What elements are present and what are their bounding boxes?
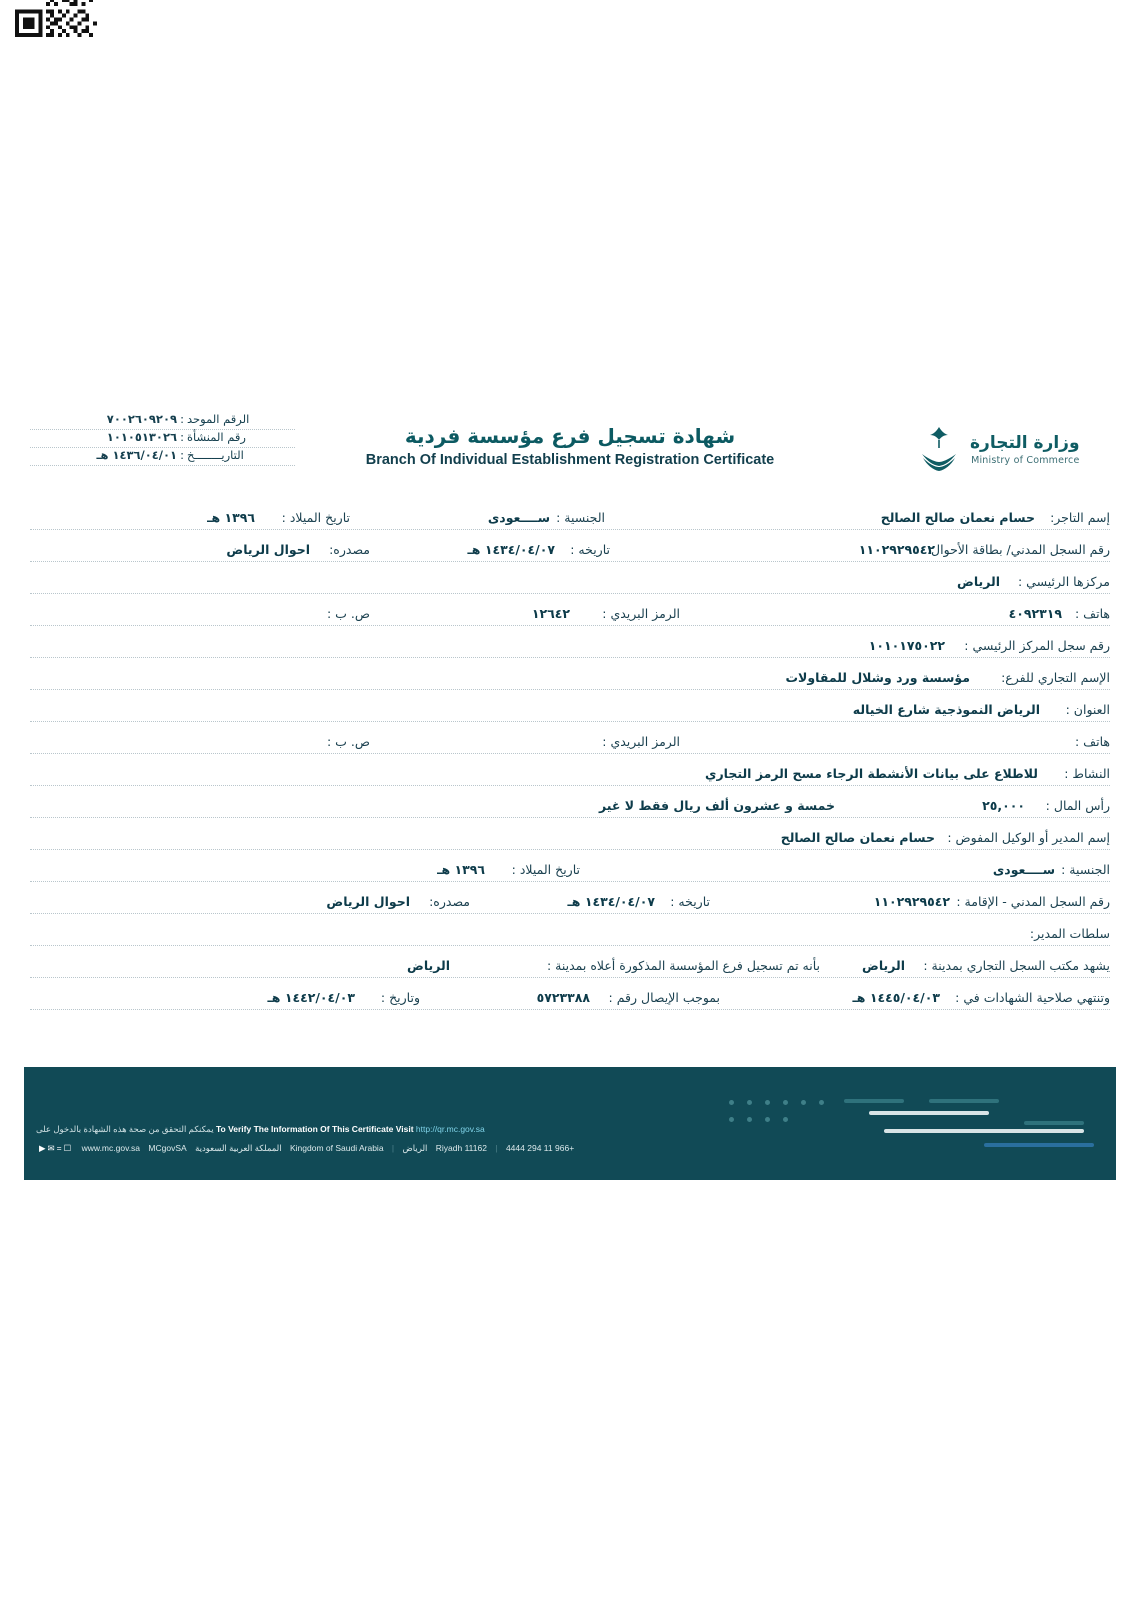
field-row-branch-name [30,658,1110,690]
meta-colon: : [180,430,184,444]
label-civil-id: رقم السجل المدني/ بطاقة الأحوال: [926,542,1110,557]
label-main-center: مركزها الرئيسي : [1018,574,1110,589]
field-row-contact-main [30,594,1110,626]
label-main-cr: رقم سجل المركز الرئيسي : [964,638,1110,653]
field-row-main-center [30,562,1110,594]
verify-link[interactable]: http://qr.mc.gov.sa [415,1124,485,1134]
saudi-emblem-icon [916,424,962,476]
field-row-manager [30,818,1110,850]
meta-label-date: التاريــــــــخ [187,448,244,462]
field-row-contact-branch [30,722,1110,754]
field-row-merchant [30,498,1110,530]
value-birthdate: ١٣٩٦ هـ [207,510,255,525]
label-birthdate: تاريخ الميلاد : [281,510,350,525]
label-manager-id-date: تاريخه : [670,894,710,909]
value-id-date: ١٤٣٤/٠٤/٠٧ هـ [467,542,555,557]
field-row-capital [30,786,1110,818]
label-postal-main: الرمز البريدي : [602,606,680,621]
label-pobox-main: ص. ب : [326,606,370,621]
footer-handle: MCgovSA [148,1143,187,1153]
value-manager-nationality: ســــعودى [992,862,1055,877]
label-phone-main: هاتف : [1074,606,1110,621]
value-capital: ٢٥,٠٠٠ [982,798,1025,813]
label-address: العنوان : [1065,702,1110,717]
footer-website[interactable]: www.mc.gov.sa [81,1143,141,1153]
footer-contact-line: +966 11 294 4444 | Riyadh 11162 الرياض | Kingdom of Saudi Arabia المملكة العربية السعودية www.mc.gov.sa MCgovSA ☐=✉▶ [39,1143,575,1153]
field-row-manager-powers [30,914,1110,946]
certificate-footer [24,1067,1116,1180]
value-expiry: ١٤٤٥/٠٤/٠٣ هـ [852,990,940,1005]
value-main-center: الرياض [957,574,1000,589]
field-row-civil-id [30,530,1110,562]
meta-colon: : [180,448,184,462]
meta-value-unified-number: ٧٠٠٢٦٠٩٢٠٩ [106,412,177,426]
label-manager-powers: سلطات المدير: [1029,926,1110,941]
value-manager-name: حسام نعمان صالح الصالح [780,830,935,845]
field-row-main-cr [30,626,1110,658]
certificate-body [30,498,1110,1010]
value-activity: للاطلاع على بيانات الأنشطة الرجاء مسح الرمز التجاري [705,766,1038,781]
value-merchant-name: حسام نعمان صالح الصالح [880,510,1035,525]
label-phone-branch: هاتف : [1074,734,1110,749]
footer-city-en: Riyadh 11162 [435,1143,487,1153]
value-manager-id-date: ١٤٣٤/٠٤/٠٧ هـ [567,894,655,909]
label-receipt: بموجب الإيصال رقم : [608,990,720,1005]
page-title-ar: شهادة تسجيل فرع مؤسسة فردية [404,424,736,448]
label-merchant-name: إسم التاجر: [1050,510,1110,525]
meta-label-unified-number: الرقم الموحد [187,412,250,426]
value-id-source: احوال الرياض [226,542,310,557]
footer-phone: +966 11 294 4444 [505,1143,575,1153]
value-phone-main: ٤٠٩٢٣١٩ [1008,606,1062,621]
label-id-source: مصدره: [329,542,370,557]
meta-colon: : [180,412,184,426]
page-title-en: Branch Of Individual Establishment Registration Certificate [365,452,775,468]
ministry-logo-text [970,433,1080,466]
meta-label-entity-number: رقم المنشأة [187,430,246,444]
meta-value-date: ١٤٣٦/٠٤/٠١ هـ [96,448,177,462]
label-branch-name: الإسم التجاري للفرع: [1001,670,1110,685]
verification-qr-code[interactable] [12,0,100,40]
field-row-manager-id [30,882,1110,914]
footer-city-ar: الرياض [402,1143,428,1153]
value-address: الرياض النموذجية شارع الخياله [852,702,1040,717]
field-row-address [30,690,1110,722]
value-postal-main: ١٢٦٤٢ [531,606,570,621]
label-manager-name: إسم المدير أو الوكيل المفوض : [947,830,1110,845]
verify-text-ar: يمكنكم التحقق من صحة هذه الشهادة بالدخول على [36,1124,214,1134]
field-row-expiry [30,978,1110,1010]
ministry-name-en: Ministry of Commerce [971,454,1080,466]
social-icons[interactable]: ☐=✉▶ [39,1143,74,1153]
label-manager-id-source: مصدره: [429,894,470,909]
value-main-cr: ١٠١٠١٧٥٠٢٢ [868,638,945,653]
value-receipt-date: ١٤٤٢/٠٤/٠٣ هـ [267,990,355,1005]
label-postal-branch: الرمز البريدي : [602,734,680,749]
footer-country-en: Kingdom of Saudi Arabia [289,1143,384,1153]
label-capital: رأس المال : [1045,798,1110,813]
value-attestation-city1: الرياض [862,958,905,973]
label-pobox-branch: ص. ب : [326,734,370,749]
value-manager-id-source: احوال الرياض [326,894,410,909]
ministry-logo [916,420,1116,480]
value-nationality: ســــعودى [487,510,550,525]
value-manager-id: ١١٠٢٩٢٩٥٤٢ [873,894,950,909]
label-receipt-date: وتاريخ : [380,990,420,1005]
label-id-date: تاريخه : [570,542,610,557]
footer-country-ar: المملكة العربية السعودية [195,1143,282,1153]
label-attestation-part2: بأنه تم تسجيل فرع المؤسسة المذكورة أعلاه بمدينة : [546,958,820,973]
label-nationality: الجنسية : [556,510,605,525]
ministry-name-ar: وزارة التجارة [970,433,1080,454]
label-expiry: وتنتهي صلاحية الشهادات في : [955,990,1110,1005]
value-capital-words: خمسة و عشرون ألف ريال فقط لا غير [599,798,835,813]
label-manager-birthdate: تاريخ الميلاد : [511,862,580,877]
meta-value-entity-number: ١٠١٠٥١٣٠٢٦ [106,430,177,444]
footer-verify-line [36,1124,485,1135]
value-receipt: ٥٧٢٣٣٨٨ [536,990,590,1005]
field-row-activity [30,754,1110,786]
verify-text-en: To Verify The Information Of This Certificate Visit [215,1124,414,1134]
field-row-attestation [30,946,1110,978]
label-attestation-part1: يشهد مكتب السجل التجاري بمدينة : [923,958,1110,973]
value-civil-id: ١١٠٢٩٢٩٥٤٢ [858,542,935,557]
label-manager-id: رقم السجل المدني - الإقامة : [956,894,1110,909]
value-manager-birthdate: ١٣٩٦ هـ [437,862,485,877]
label-activity: النشاط : [1064,766,1110,781]
value-attestation-city2: الرياض [407,958,450,973]
certificate-header [0,412,1140,482]
label-manager-nationality: الجنسية : [1061,862,1110,877]
value-branch-name: مؤسسة ورد وشلال للمقاولات [785,670,970,685]
field-row-manager-nationality [30,850,1110,882]
